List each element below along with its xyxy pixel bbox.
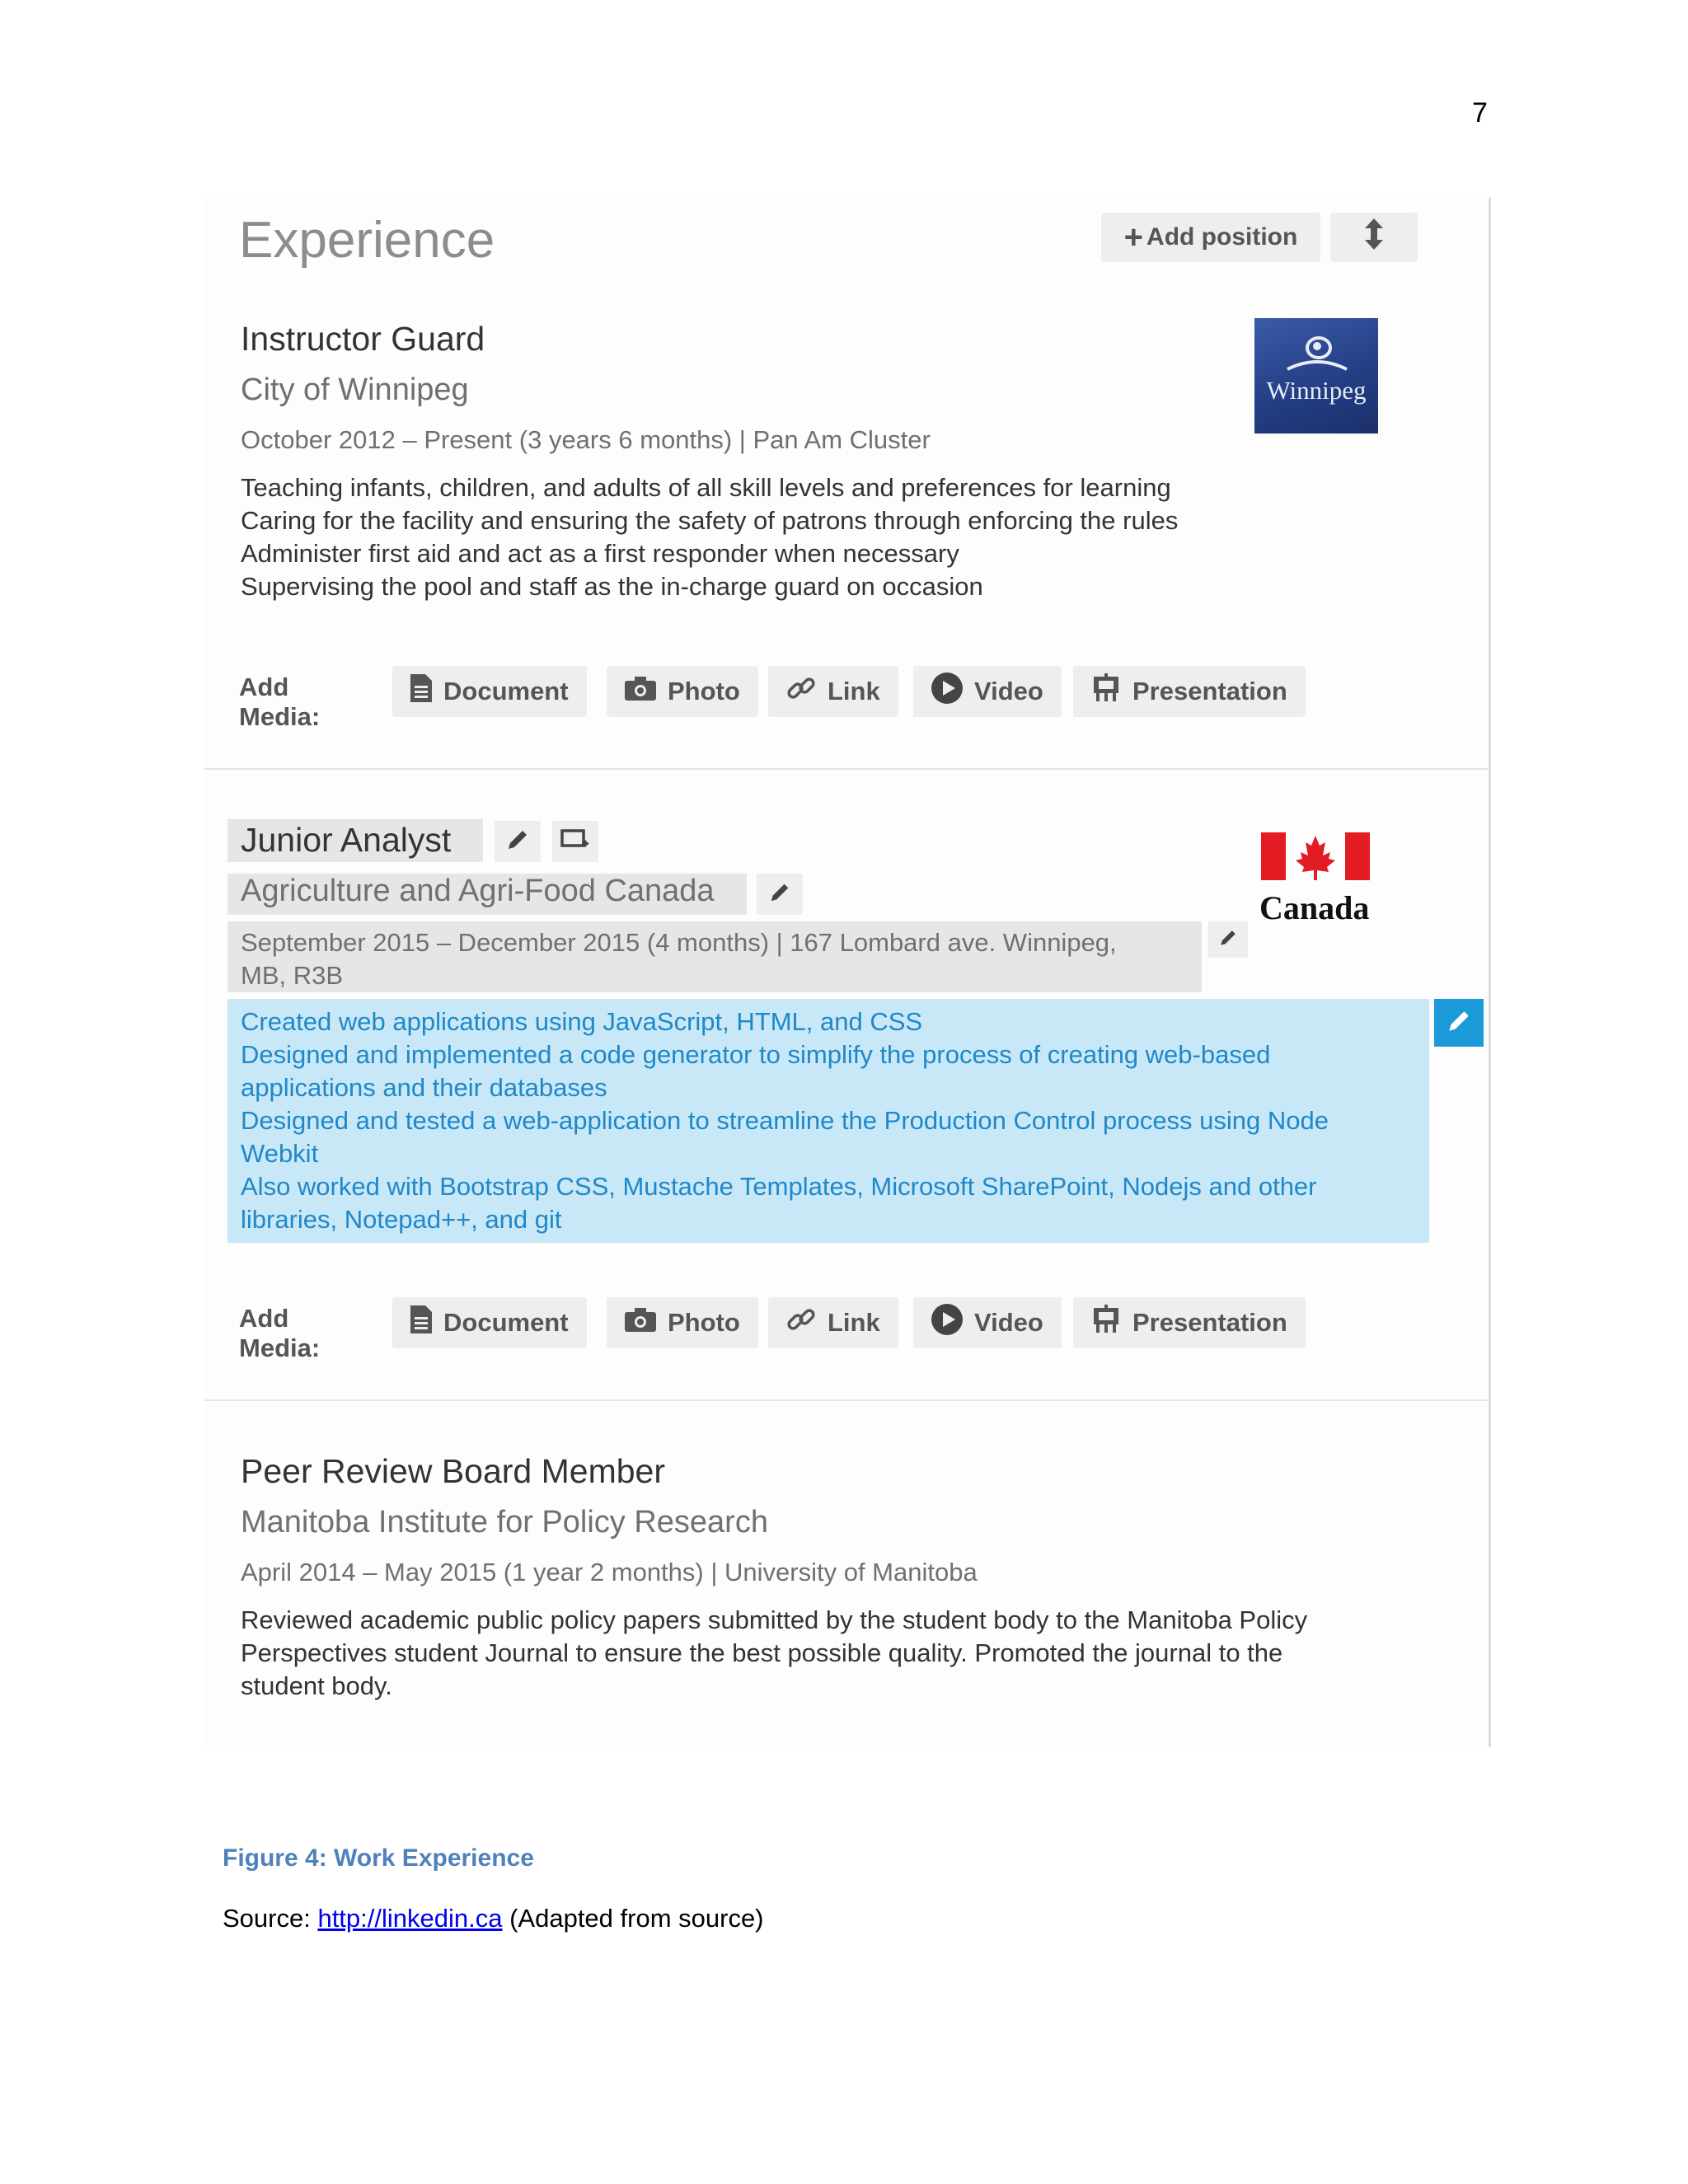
add-presentation-button[interactable]: [1073, 1297, 1306, 1348]
dates-line: September 2015 – December 2015 (4 months) | 167 Lombard ave. Winnipeg,: [241, 928, 1117, 957]
add-document-button[interactable]: [392, 666, 587, 717]
pencil-icon: [768, 881, 791, 908]
add-media-icon: [560, 827, 590, 856]
edit-company-button[interactable]: [757, 874, 803, 915]
source-line: [223, 1904, 764, 1933]
position-company[interactable]: City of Winnipeg: [241, 373, 469, 407]
add-document-button[interactable]: [392, 1297, 587, 1348]
play-icon: [931, 673, 963, 710]
add-video-button[interactable]: [913, 1297, 1062, 1348]
source-suffix: (Adapted from source): [502, 1904, 764, 1933]
position-dates: April 2014 – May 2015 (1 year 2 months) | University of Manitoba: [241, 1558, 978, 1586]
position-title[interactable]: Instructor Guard: [241, 320, 485, 358]
presentation-icon: [1091, 673, 1121, 710]
position-title[interactable]: Junior Analyst: [241, 821, 452, 859]
pencil-icon: [505, 827, 530, 856]
add-media-label: Add Media:: [239, 1304, 321, 1362]
pencil-icon: [1218, 928, 1238, 952]
experience-heading: Experience: [239, 212, 495, 269]
video-label: Video: [974, 677, 1043, 705]
description-line: Perspectives student Journal to ensure the best possible quality. Promoted the journal to the: [241, 1638, 1283, 1667]
edit-dates-button[interactable]: [1208, 921, 1248, 958]
document-label: Document: [443, 677, 569, 705]
vertical-arrows-icon: [1365, 218, 1383, 256]
photo-label: Photo: [668, 1308, 740, 1337]
camera-icon: [625, 1307, 656, 1338]
play-icon: [931, 1304, 963, 1342]
pencil-icon: [1446, 1008, 1472, 1038]
presentation-icon: [1091, 1305, 1121, 1341]
add-link-button[interactable]: [768, 1297, 898, 1348]
document-icon: [410, 1305, 432, 1340]
source-prefix: Source:: [223, 1904, 318, 1933]
reorder-button[interactable]: [1330, 213, 1418, 262]
presentation-label: Presentation: [1132, 677, 1287, 705]
position-company[interactable]: Manitoba Institute for Policy Research: [241, 1505, 768, 1540]
description-line: Designed and implemented a code generator to simplify the process of creating web-based: [241, 1040, 1271, 1069]
position-description: [241, 471, 1178, 603]
link-icon: [786, 673, 816, 710]
position-description: [241, 1604, 1307, 1703]
link-icon: [786, 1305, 816, 1341]
add-photo-button[interactable]: [607, 1297, 758, 1348]
edit-title-button[interactable]: [495, 821, 541, 862]
add-video-button[interactable]: [913, 666, 1062, 717]
camera-icon: [625, 676, 656, 707]
section-separator: [204, 768, 1489, 770]
description-line: Administer first aid and act as a first responder when necessary: [241, 539, 959, 568]
add-link-button[interactable]: [768, 666, 898, 717]
description-line: Also worked with Bootstrap CSS, Mustache Templates, Microsoft SharePoint, Nodejs and other: [241, 1172, 1317, 1201]
winnipeg-logo-text: Winnipeg: [1266, 376, 1367, 405]
description-line: Caring for the facility and ensuring the safety of patrons through enforcing the rules: [241, 506, 1179, 535]
position-company[interactable]: Agriculture and Agri-Food Canada: [241, 874, 715, 908]
description-line: Teaching infants, children, and adults of all skill levels and preferences for learning: [241, 473, 1171, 502]
description-line: libraries, Notepad++, and git: [241, 1205, 562, 1234]
add-presentation-button[interactable]: [1073, 666, 1306, 717]
plus-icon: +: [1123, 218, 1144, 255]
position-dates: [241, 926, 1117, 992]
description-line: Webkit: [241, 1139, 319, 1168]
dates-line: MB, R3B: [241, 961, 344, 990]
video-label: Video: [974, 1308, 1043, 1337]
canada-logo: [1258, 829, 1373, 931]
add-photo-button[interactable]: [607, 666, 758, 717]
page-number: 7: [1472, 97, 1488, 129]
section-separator: [204, 1399, 1489, 1401]
description-line: applications and their databases: [241, 1073, 607, 1102]
edit-description-button[interactable]: [1434, 999, 1484, 1047]
description-line: Designed and tested a web-application to streamline the Production Control process using Node: [241, 1106, 1329, 1135]
add-media-label: Add Media:: [239, 673, 321, 731]
photo-label: Photo: [668, 677, 740, 705]
document-icon: [410, 674, 432, 709]
description-line: Created web applications using JavaScript, HTML, and CSS: [241, 1007, 923, 1036]
link-label: Link: [828, 677, 880, 705]
canada-logo-text: Canada: [1259, 889, 1370, 926]
presentation-label: Presentation: [1132, 1308, 1287, 1337]
description-line: Supervising the pool and staff as the in-charge guard on occasion: [241, 572, 983, 601]
position-description[interactable]: [241, 1005, 1329, 1236]
position-dates: October 2012 – Present (3 years 6 months) | Pan Am Cluster: [241, 425, 931, 454]
source-link[interactable]: http://linkedin.ca: [317, 1904, 503, 1933]
panel-divider: [1489, 198, 1491, 1747]
winnipeg-logo: [1254, 318, 1378, 434]
description-line: student body.: [241, 1671, 392, 1700]
description-line: Reviewed academic public policy papers submitted by the student body to the Manitoba Policy: [241, 1605, 1308, 1634]
add-position-label: Add position: [1146, 223, 1298, 251]
add-position-button[interactable]: [1101, 213, 1320, 262]
link-label: Link: [828, 1308, 880, 1337]
document-label: Document: [443, 1308, 569, 1337]
figure-caption: Figure 4: Work Experience: [223, 1844, 534, 1872]
position-title[interactable]: Peer Review Board Member: [241, 1452, 665, 1490]
add-media-position-button[interactable]: [552, 821, 598, 862]
